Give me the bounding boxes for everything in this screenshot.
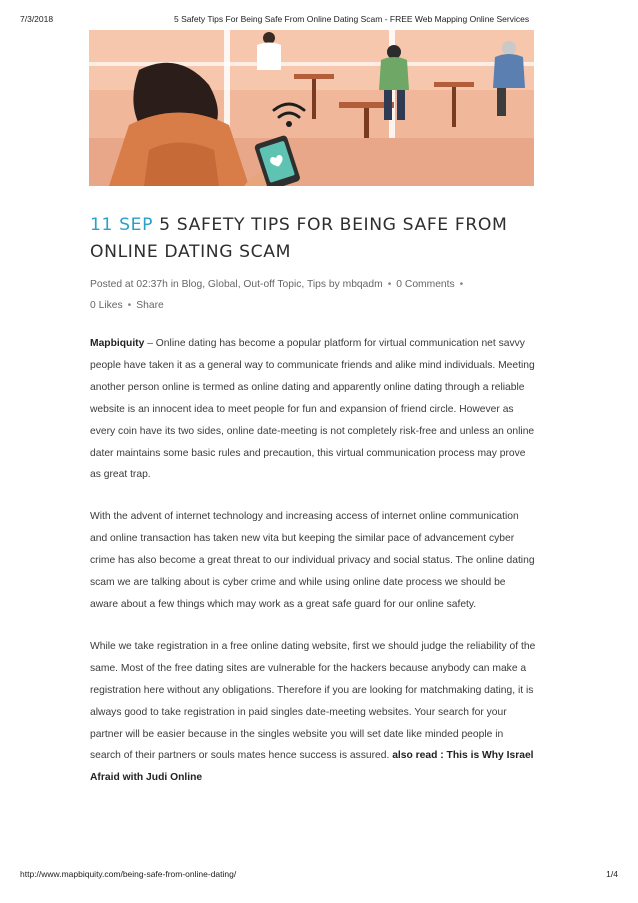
- post-meta: [90, 274, 536, 316]
- also-read-link[interactable]: also read : This is Why Israel Afraid with Judi Online: [90, 750, 534, 784]
- paragraph-3: [90, 636, 536, 789]
- online-dating-illustration: [89, 30, 534, 186]
- meta-separator: •: [459, 279, 464, 290]
- paragraph-2: With the advent of internet technology and increasing access of internet online communication and online transaction has taken new vita but keeping the similar pace of advancement cyber crime has also become a great threat to our individual privacy and social status. The online dating scam we are talking about is cyber crime and while using online date process we should be aware about a few things which may work as a great safe guard for our online safety.: [90, 511, 535, 610]
- post-title: 5 SAFETY TIPS FOR BEING SAFE FROM ONLINE DATING SCAM: [90, 215, 508, 262]
- comments-link[interactable]: 0 Comments: [396, 279, 455, 290]
- paragraph-3-text: While we take registration in a free online dating website, first we should judge the reliability of the same. Most of the free dating sites are vulnerable for the hackers because anybody can make a registration here without any obligations. Therefore if you are looking for matchmaking dating, it is always good to take registration in paid singles date-meeting websites. Your search for your partner will be easier because in the singles website you will set date like minded people in search of their partners or souls mates hence success is assured.: [90, 640, 536, 762]
- print-page-title: 5 Safety Tips For Being Safe From Online Dating Scam - FREE Web Mapping Online Services: [174, 14, 530, 24]
- print-url: http://www.mapbiquity.com/being-safe-from-online-dating/: [20, 869, 237, 879]
- print-date: 7/3/2018: [20, 14, 54, 24]
- paragraph-1: [90, 333, 536, 486]
- posted-info: Posted at 02:37h in Blog, Global, Out-off Topic, Tips by mbqadm: [90, 279, 383, 290]
- meta-separator: •: [127, 300, 132, 311]
- brand-name: Mapbiquity: [90, 338, 145, 349]
- likes-link[interactable]: 0 Likes: [90, 300, 123, 311]
- paragraph-1-text: – Online dating has become a popular platform for virtual communication net savvy people have taken it as a general way to communicate friends and alike mind individuals. Meeting another person online is termed as online dating and apparently online dating through a reliable website is an innocent idea to meet people for fun and expansion of friend circle. However as every coin have its two sides, online date-meeting is not completely risk-free and unless an online dater maintains some basic rules and precaution, this virtual communication process may prove as great trap.: [90, 338, 535, 481]
- post-date: 11 SEP: [90, 215, 154, 235]
- share-link[interactable]: Share: [136, 300, 164, 311]
- meta-separator: •: [387, 279, 392, 290]
- hero-illustration: [89, 30, 534, 186]
- article-title: [90, 212, 536, 266]
- print-page-number: 1/4: [606, 869, 618, 879]
- article-body: [90, 333, 536, 789]
- article: [90, 212, 536, 809]
